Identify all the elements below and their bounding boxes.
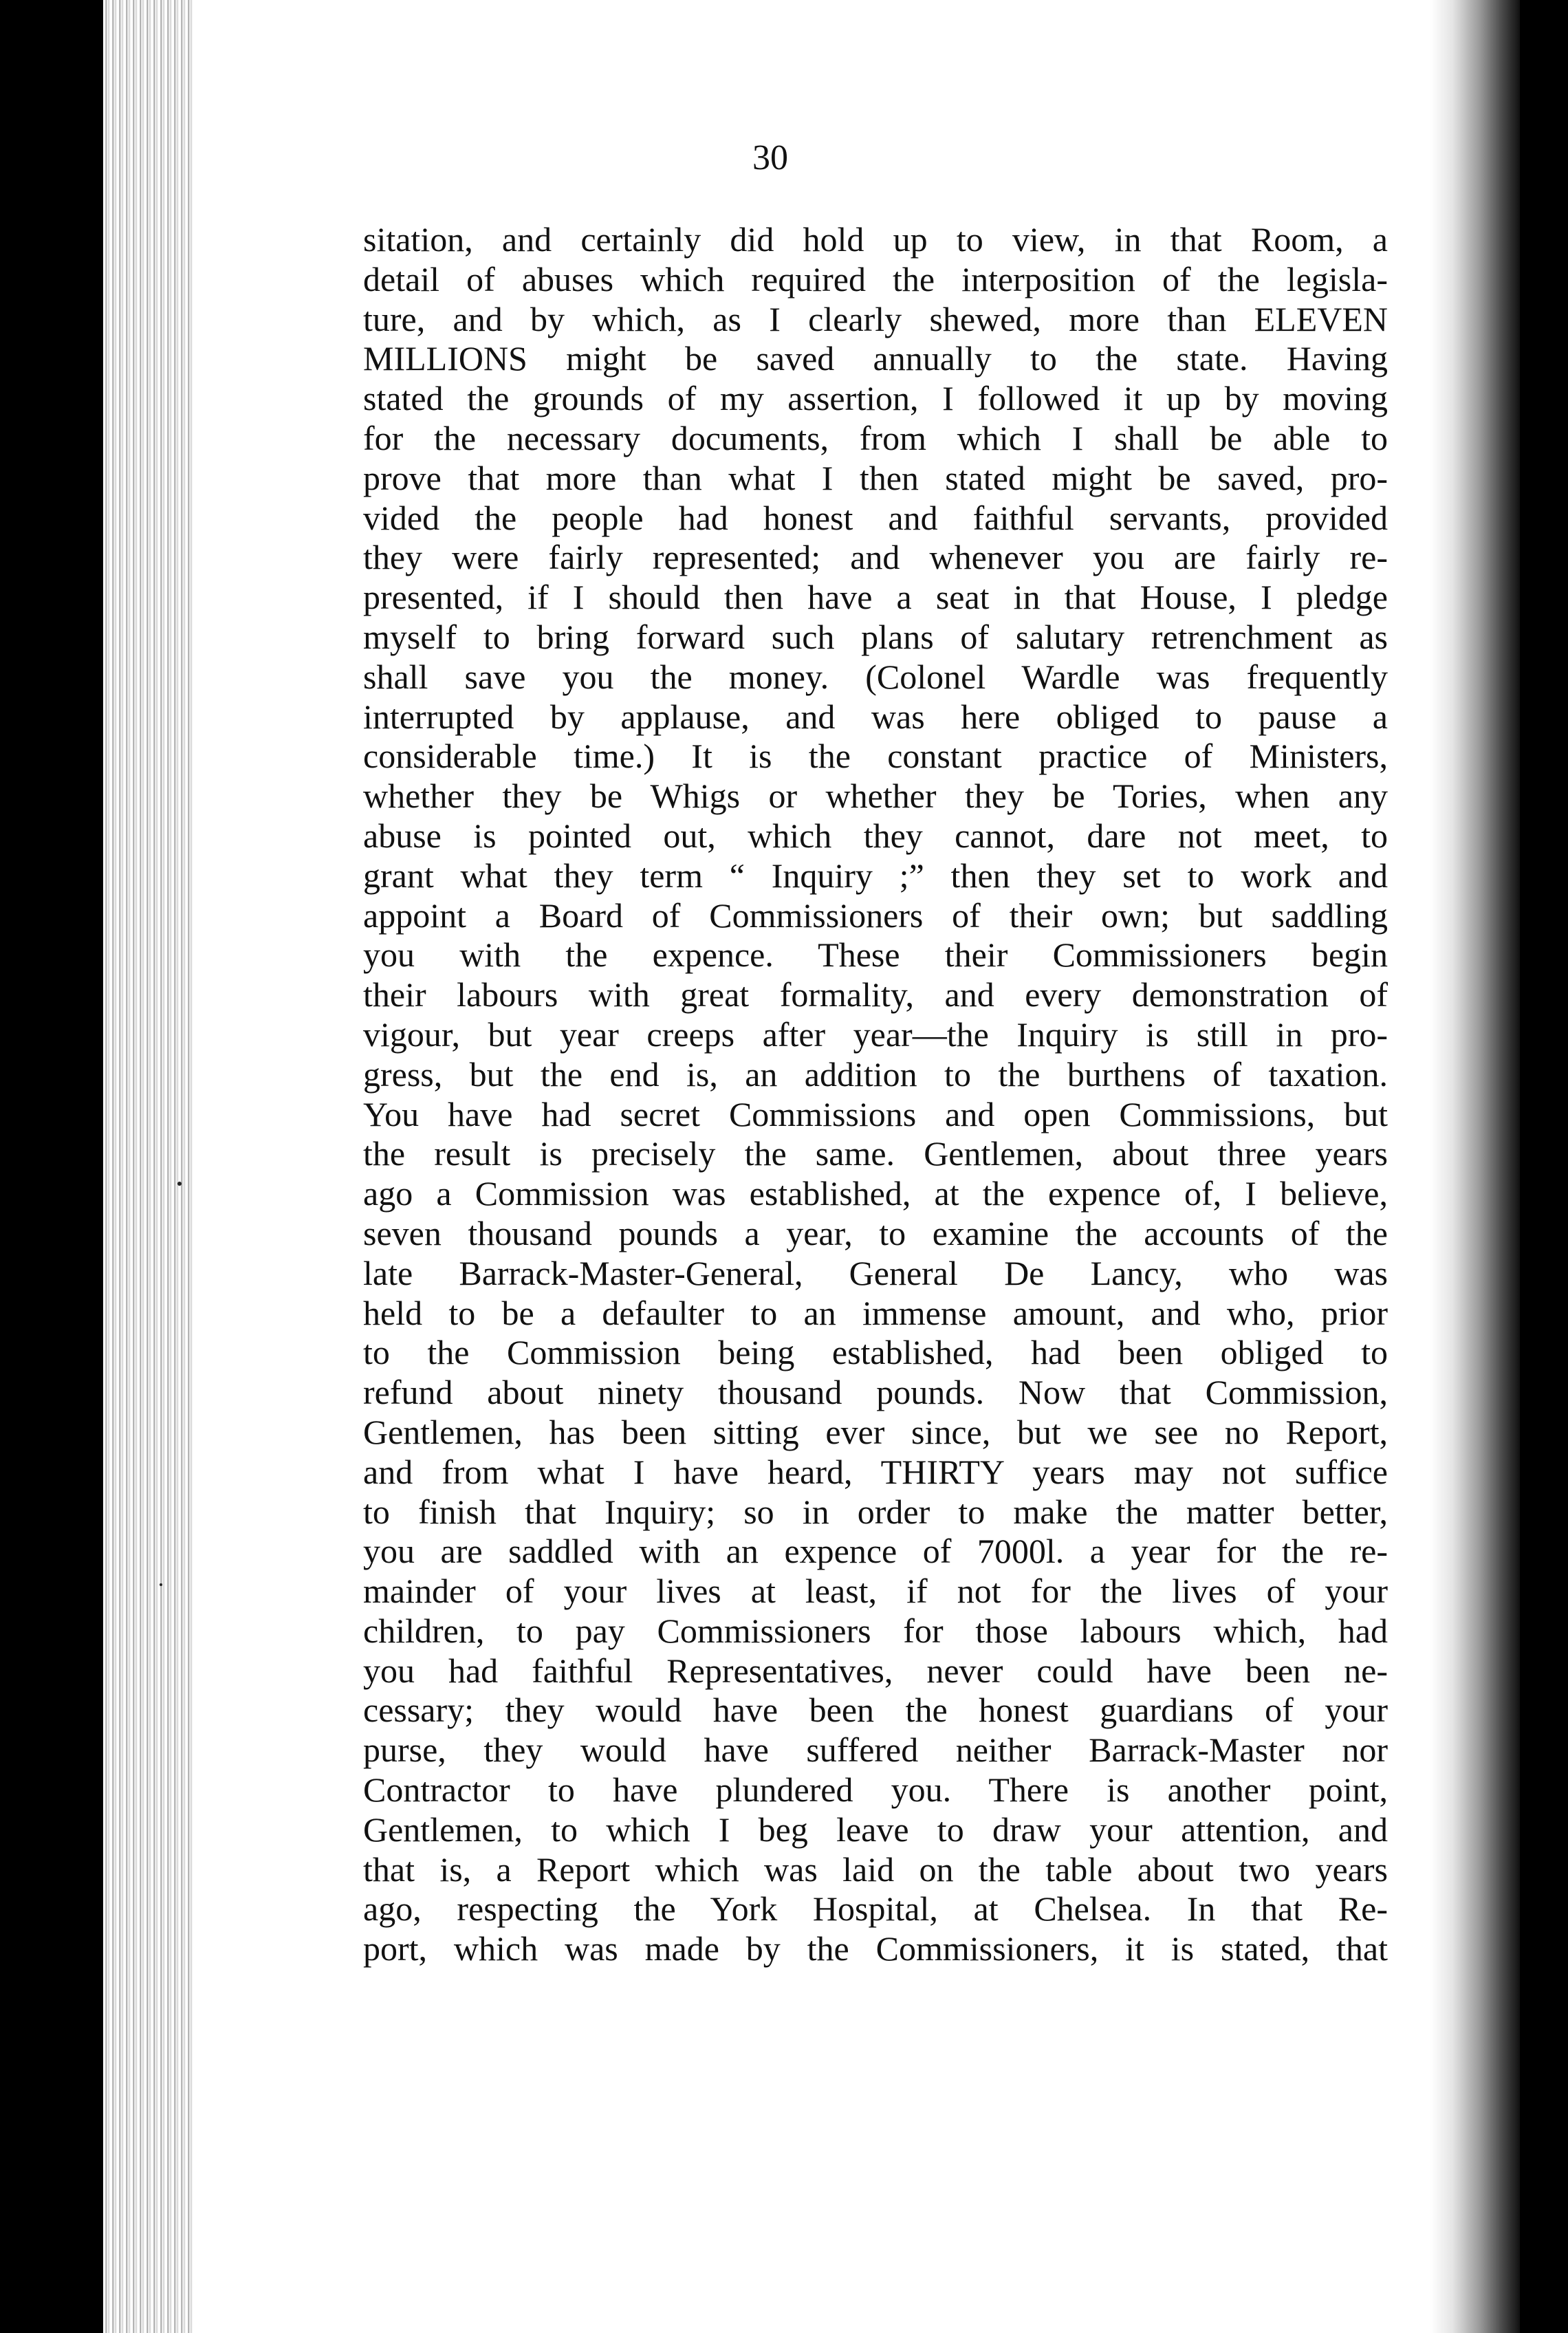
text-line: to finish that Inquiry; so in order to make the matter better, [363,1492,1388,1531]
text-line: to the Commission being established, had been obliged to [363,1333,1388,1372]
text-line: stated the grounds of my assertion, I followed it up by moving [363,379,1388,418]
text-line: appoint a Board of Commissioners of their own; but saddling [363,896,1388,935]
text-line: and from what I have heard, THIRTY years may not suffice [363,1452,1388,1491]
text-line: purse, they would have suffered neither Barrack-Master nor [363,1730,1388,1770]
text-line: gress, but the end is, an addition to the burthens of taxation. [363,1054,1388,1094]
text-line: ture, and by which, as I clearly shewed, more than ELEVEN [363,299,1388,338]
text-line: ago, respecting the York Hospital, at Chelsea. In that Re- [363,1889,1388,1929]
text-line: shall save you the money. (Colonel Wardle was frequently [363,657,1388,696]
text-line: you with the expence. These their Commissioners begin [363,935,1388,975]
scan-border-left [0,0,103,2333]
text-line: whether they be Whigs or whether they be Tories, when any [363,777,1388,816]
text-line: MILLIONS might be saved annually to the state. Having [363,339,1388,378]
text-line: for the necessary documents, from which I shall be able to [363,418,1388,457]
gutter-shadow [1430,0,1520,2333]
text-line: detail of abuses which required the interposition of the legisla- [363,259,1388,299]
text-line: vigour, but year creeps after year—the Inquiry is still in pro- [363,1014,1388,1054]
text-line: presented, if I should then have a seat in that House, I pledge [363,578,1388,617]
text-line: children, to pay Commissioners for those labours which, had [363,1611,1388,1650]
text-line: you had faithful Representatives, never could have been ne- [363,1651,1388,1690]
text-line: that is, a Report which was laid on the table about two years [363,1849,1388,1889]
page-edges [103,0,193,2333]
page-number: 30 [752,138,788,177]
text-line: ago a Commission was established, at the expence of, I believe, [363,1174,1388,1213]
text-line: abuse is pointed out, which they cannot, dare not meet, to [363,816,1388,855]
text-line: Contractor to have plundered you. There is another point, [363,1770,1388,1810]
text-line: you are saddled with an expence of 7000l. a year for the re- [363,1532,1388,1571]
text-line: mainder of your lives at least, if not for the lives of your [363,1572,1388,1611]
text-line: You have had secret Commissions and open Commissions, but [363,1094,1388,1133]
text-line: vided the people had honest and faithful servants, provided [363,498,1388,537]
scan-border-right [1520,0,1568,2333]
text-line: they were fairly represented; and whenever you are fairly re- [363,538,1388,577]
text-line: held to be a defaulter to an immense amount, and who, prior [363,1293,1388,1332]
text-line: sitation, and certainly did hold up to view, in that Room, a [363,220,1388,259]
text-line: their labours with great formality, and every demonstration of [363,975,1388,1014]
text-line: seven thousand pounds a year, to examine the accounts of the [363,1213,1388,1252]
text-line: myself to bring forward such plans of salutary retrenchment as [363,617,1388,656]
text-line: prove that more than what I then stated might be saved, pro- [363,458,1388,497]
text-line: the result is precisely the same. Gentlemen, about three years [363,1134,1388,1173]
scan-speck [177,1182,182,1186]
text-line: refund about ninety thousand pounds. Now that Commission, [363,1373,1388,1412]
body-text [363,220,1388,1969]
text-line: cessary; they would have been the honest guardians of your [363,1691,1388,1730]
text-line: Gentlemen, has been sitting ever since, but we see no Report, [363,1412,1388,1451]
text-line: late Barrack-Master-General, General De Lancy, who was [363,1253,1388,1292]
text-line: port, which was made by the Commissioners, it is stated, that [363,1929,1388,1968]
text-line: considerable time.) It is the constant practice of Ministers, [363,737,1388,776]
text-line: grant what they term “ Inquiry ;” then they set to work and [363,856,1388,895]
scan-speck [160,1583,162,1586]
text-line: interrupted by applause, and was here obliged to pause a [363,697,1388,736]
text-line: Gentlemen, to which I beg leave to draw your attention, and [363,1810,1388,1849]
